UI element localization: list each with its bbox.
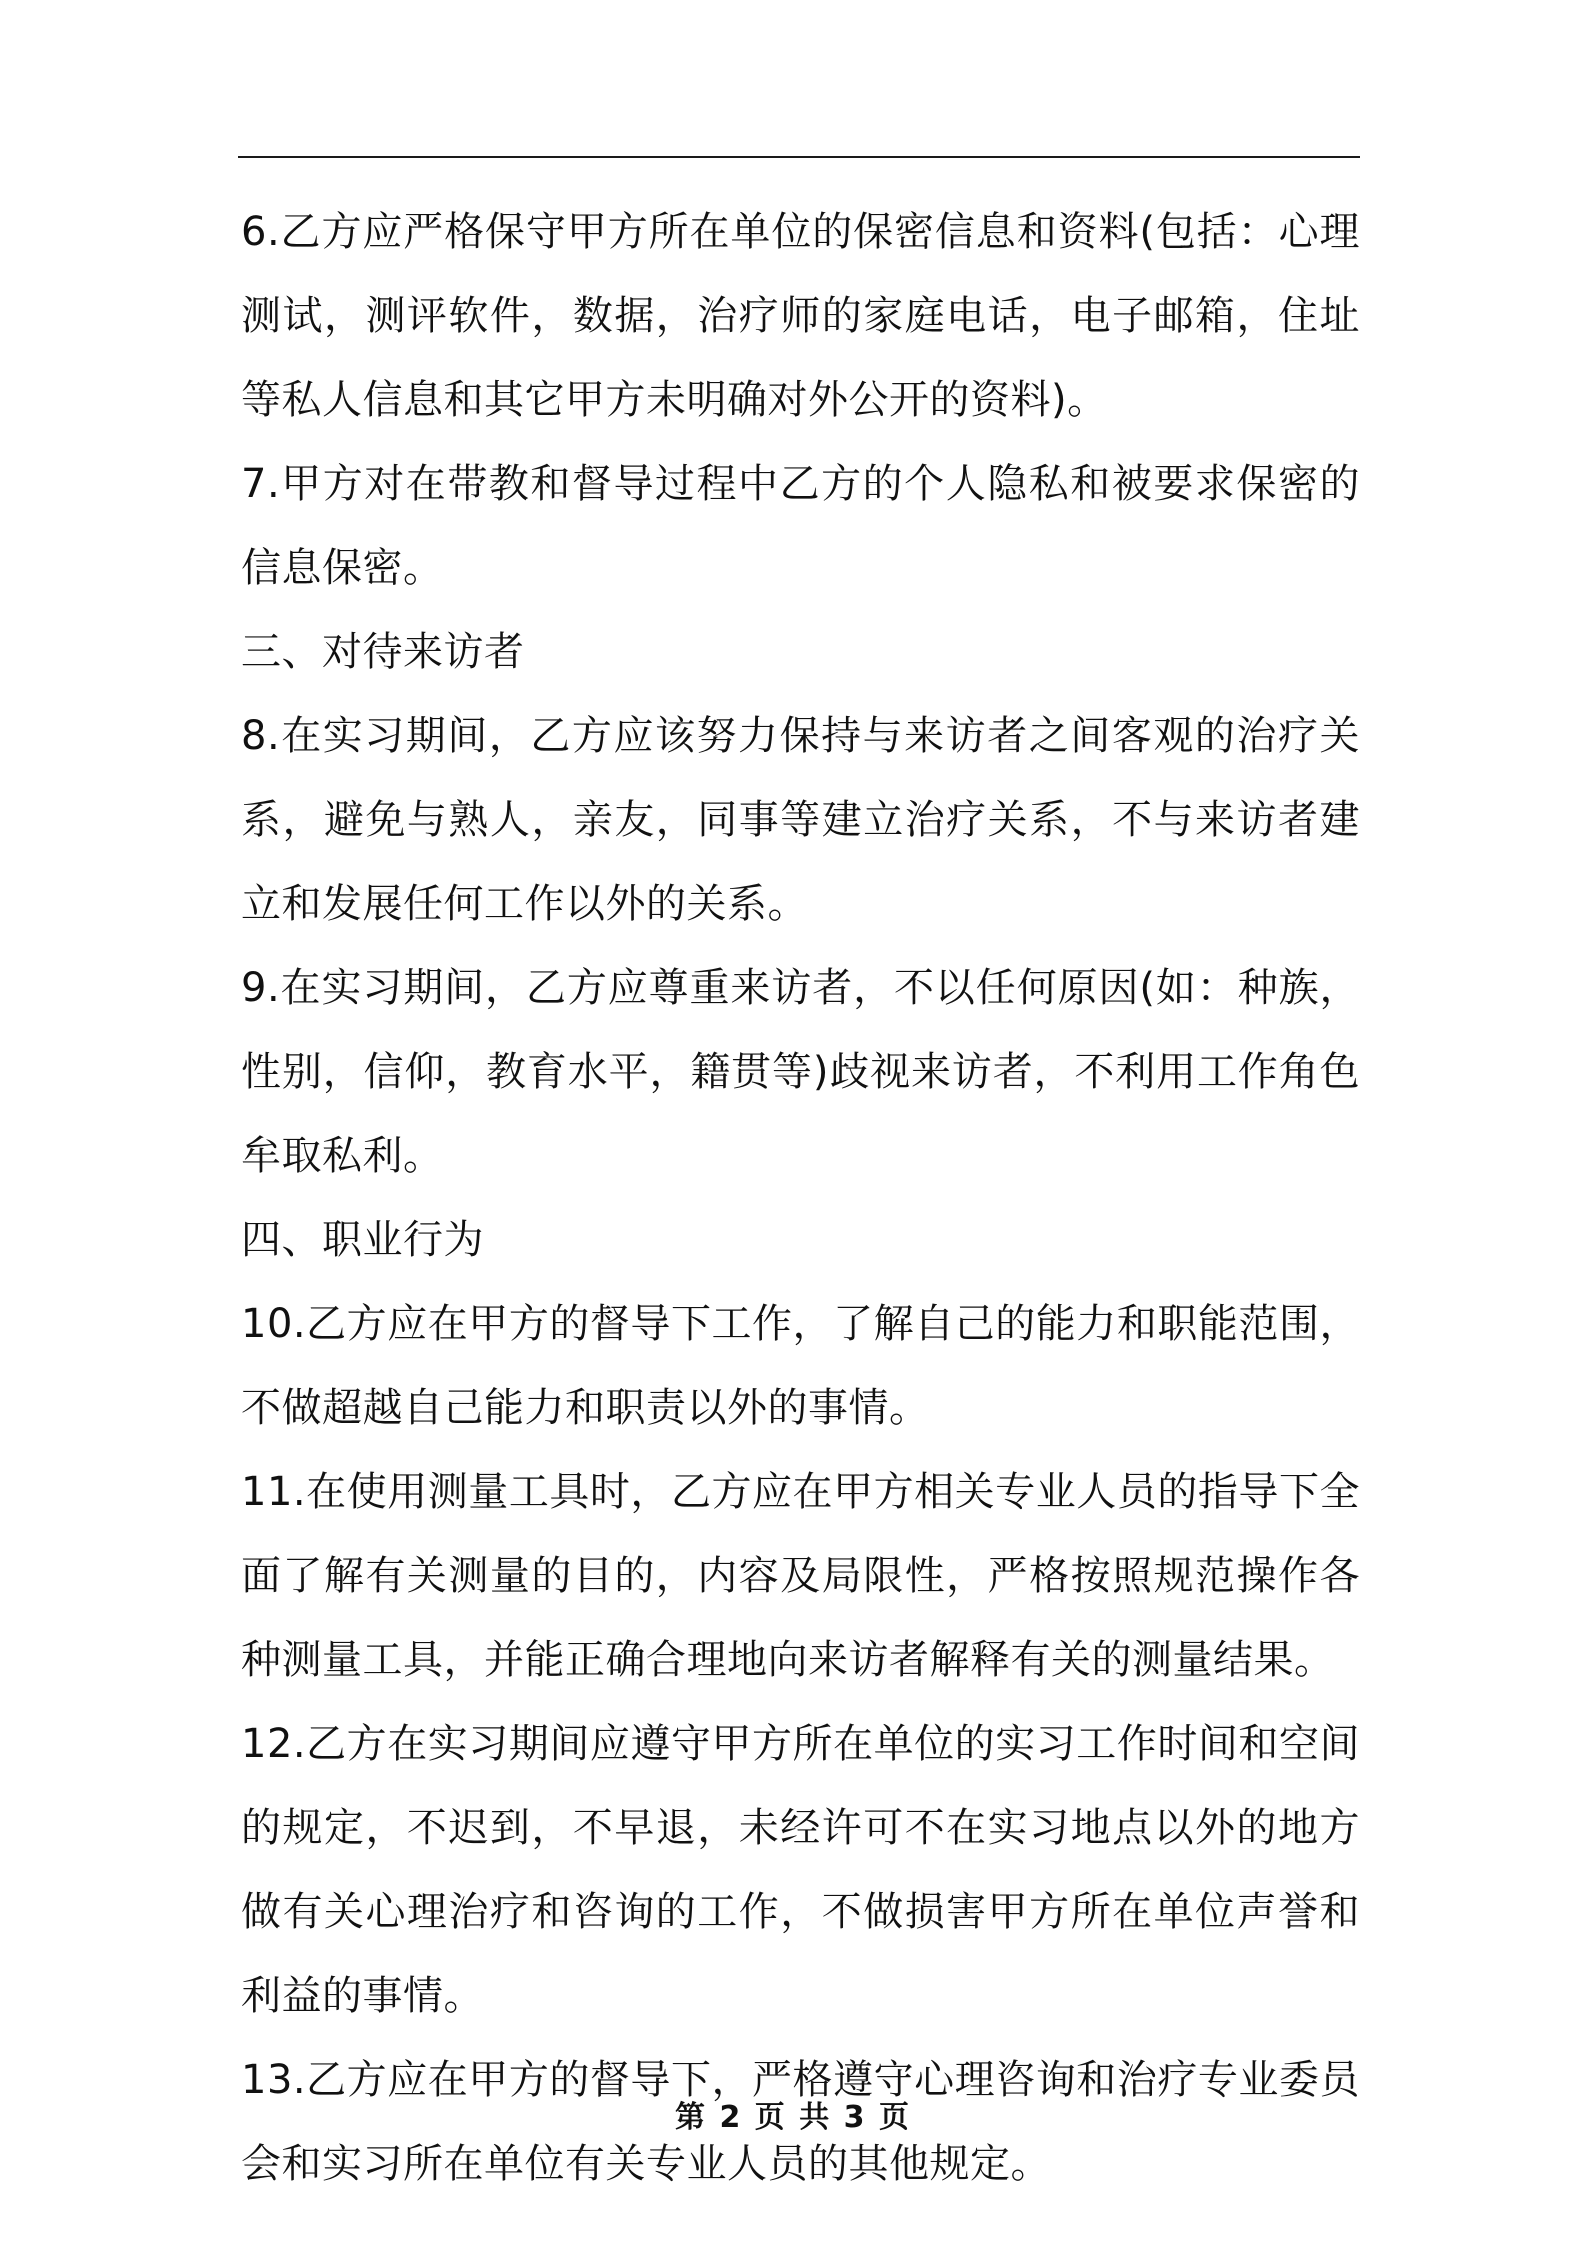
- section-heading-3: 三、对待来访者: [241, 629, 525, 675]
- clause-8: 8.在实习期间，乙方应该努力保持与来访者之间客观的治疗关系，避免与熟人，亲友，同事等建立治疗关系，不与来访者建立和发展任何工作以外的关系。: [241, 713, 1360, 927]
- clause-12: 12.乙方在实习期间应遵守甲方所在单位的实习工作时间和空间的规定，不迟到，不早退，未经许可不在实习地点以外的地方做有关心理治疗和咨询的工作，不做损害甲方所在单位声誉和利益的事情。: [241, 1721, 1360, 2019]
- clause-11: 11.在使用测量工具时，乙方应在甲方相关专业人员的指导下全面了解有关测量的目的，内容及局限性，严格按照规范操作各种测量工具，并能正确合理地向来访者解释有关的测量结果。: [241, 1469, 1360, 1683]
- header-rule: [238, 156, 1360, 158]
- clause-6: 6.乙方应严格保守甲方所在单位的保密信息和资料(包括：心理测试，测评软件，数据，治疗师的家庭电话，电子邮箱，住址等私人信息和其它甲方未明确对外公开的资料)。: [241, 209, 1360, 423]
- clause-13: 13.乙方应在甲方的督导下，严格遵守心理咨询和治疗专业委员会和实习所在单位有关专业人员的其他规定。: [241, 2057, 1360, 2187]
- page-number-footer: 第 2 页 共 3 页: [675, 2100, 911, 2135]
- document-body: [241, 190, 1360, 2206]
- clause-7: 7.甲方对在带教和督导过程中乙方的个人隐私和被要求保密的信息保密。: [241, 461, 1360, 591]
- section-heading-4: 四、职业行为: [241, 1217, 484, 1263]
- clause-9: 9.在实习期间，乙方应尊重来访者，不以任何原因(如：种族，性别，信仰，教育水平，籍贯等)歧视来访者，不利用工作角色牟取私利。: [241, 965, 1360, 1179]
- clause-10: 10.乙方应在甲方的督导下工作，了解自己的能力和职能范围，不做超越自己能力和职责以外的事情。: [241, 1301, 1360, 1431]
